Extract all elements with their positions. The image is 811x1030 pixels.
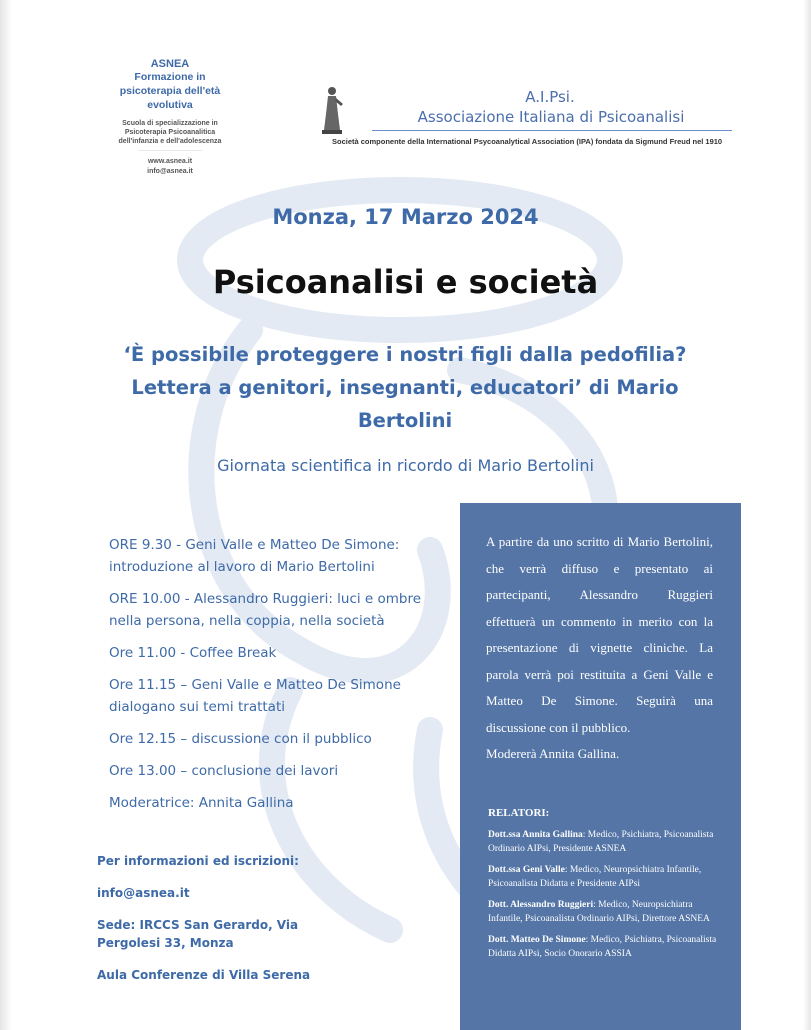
schedule-item — [109, 792, 459, 814]
speaker-role: : Medico, Neuropsichiatra Infantile, Psicoanalista Ordinario AIPsi, Direttore ASNEA — [488, 900, 710, 924]
description-panel — [460, 503, 741, 1030]
asnea-website-link[interactable]: www.asnea.it — [147, 158, 193, 165]
speaker-name: Dott.ssa Geni Valle — [488, 865, 565, 875]
event-subtitle — [110, 338, 700, 437]
page-edge-shadow — [803, 0, 811, 1030]
panel-description-text: A partire da uno scritto di Mario Bertolini, che verrà diffuso e presentato ai partecipanti, Alessandro Ruggieri effettuerà un commento in merito con la presentazione di vignette cliniche. La parola verrà poi restituita a Geni Valle e Matteo De Simone. Seguirà una discussione con il pubblico. — [486, 534, 713, 735]
schedule-item — [109, 534, 459, 578]
asnea-contacts — [100, 157, 240, 177]
venue-line: Sede: IRCCS San Gerardo, Via — [97, 918, 299, 932]
schedule-item — [109, 728, 459, 750]
speaker-entry — [488, 899, 718, 926]
schedule-line: ORE 10.00 - Alessandro Ruggieri: luci e ombre — [109, 591, 422, 607]
schedule-line: Ore 11.15 – Geni Valle e Matteo De Simone — [109, 677, 401, 693]
panel-description — [486, 529, 713, 768]
asnea-subtitle-line: psicoterapia dell'età — [119, 85, 221, 97]
speaker-name: Dott. Matteo De Simone — [488, 935, 586, 945]
schedule-line: dialogano sui temi trattati — [109, 699, 285, 715]
asnea-decree-note: ———————————————— — [138, 147, 202, 152]
asnea-logo — [100, 58, 240, 177]
schedule-item — [109, 588, 459, 632]
asnea-school — [100, 119, 240, 146]
schedule-line: Ore 13.00 – conclusione dei lavori — [109, 763, 339, 779]
venue-line: Pergolesi 33, Monza — [97, 936, 234, 950]
event-subtitle-line: Bertolini — [357, 409, 453, 432]
speaker-name: Dott.ssa Annita Gallina — [488, 830, 583, 840]
asnea-name: ASNEA — [150, 58, 190, 70]
event-title: Psicoanalisi e società — [212, 263, 599, 301]
schedule-line: Moderatrice: Annita Gallina — [109, 795, 294, 811]
speakers-section — [488, 807, 718, 969]
speaker-name: Dott. Alessandro Ruggieri — [488, 900, 594, 910]
panel-moderator: Modererà Annita Gallina. — [486, 746, 620, 761]
venue-room: Aula Conferenze di Villa Serena — [97, 968, 311, 982]
speaker-entry — [488, 934, 718, 961]
asnea-school-line: dell'infanzia e dell'adolescenza — [118, 138, 222, 145]
schedule-item — [109, 760, 459, 782]
event-subtitle-line: Lettera a genitori, insegnanti, educatori’ di Mario — [131, 376, 679, 399]
aipsi-description: Società componente della International Psycoanalytical Association (IPA) fondata da Sigmund Freud nel 1910 — [332, 137, 723, 146]
schedule-item — [109, 642, 459, 664]
speaker-entry — [488, 829, 718, 856]
aipsi-full-name: Associazione Italiana di Psicoanalisi — [417, 108, 685, 126]
speaker-role: : Medico, Neuropsichiatra Infantile, Psicoanalista Didatta e Presidente AIPsi — [488, 865, 702, 889]
page-edge-shadow — [0, 0, 12, 1030]
schedule-line: Ore 11.00 - Coffee Break — [109, 645, 277, 661]
schedule-line: ORE 9.30 - Geni Valle e Matteo De Simone: — [109, 537, 400, 553]
registration-info — [97, 852, 427, 984]
event-subtitle-line: ‘È possibile proteggere i nostri figli dalla pedofilia? — [123, 343, 687, 366]
info-heading: Per informazioni ed iscrizioni: — [97, 854, 299, 868]
aipsi-divider — [372, 130, 732, 131]
schedule-line: Ore 12.15 – discussione con il pubblico — [109, 731, 372, 747]
event-tagline: Giornata scientifica in ricordo di Mario Bertolini — [217, 456, 594, 475]
speakers-heading: RELATORI: — [488, 807, 550, 819]
event-date: Monza, 17 Marzo 2024 — [272, 205, 539, 229]
aipsi-short-name: A.I.Psi. — [525, 88, 575, 106]
asnea-subtitle-line: evolutiva — [147, 99, 193, 111]
speaker-role: : Medico, Psichiatra, Psicoanalista Didatta AIPsi, Socio Onorario ASSIA — [488, 935, 717, 959]
schedule-list — [109, 534, 459, 824]
speaker-role: : Medico, Psichiatra, Psicoanalista Ordinario AIPsi, Presidente ASNEA — [488, 830, 714, 854]
info-email-link[interactable]: info@asnea.it — [97, 886, 190, 900]
schedule-line: introduzione al lavoro di Mario Bertolini — [109, 559, 375, 575]
speaker-entry — [488, 864, 718, 891]
schedule-line: nella persona, nella coppia, nella società — [109, 613, 385, 629]
schedule-item — [109, 674, 459, 718]
asnea-school-line: Psicoterapia Psicoanalitica — [124, 129, 216, 136]
aipsi-statue-icon — [318, 84, 346, 136]
asnea-email-link[interactable]: info@asnea.it — [147, 168, 193, 175]
asnea-school-line: Scuola di specializzazione in — [122, 120, 218, 127]
asnea-subtitle-line: Formazione in — [134, 71, 206, 83]
